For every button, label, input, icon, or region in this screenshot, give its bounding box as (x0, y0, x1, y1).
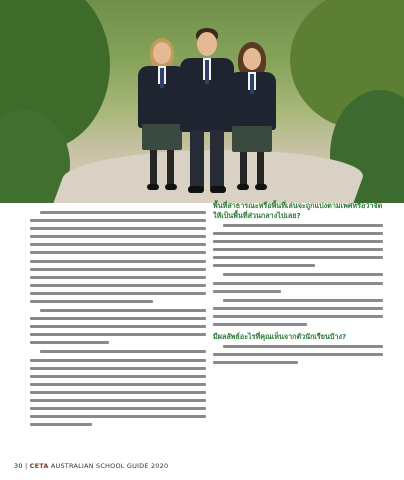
paragraph (213, 224, 383, 267)
text-line (213, 315, 383, 318)
text-line (213, 323, 307, 326)
text-line (213, 290, 281, 293)
text-line (30, 300, 153, 303)
text-line (213, 307, 383, 310)
text-line (30, 375, 206, 378)
text-line (30, 235, 206, 238)
left-text-column (30, 211, 206, 432)
text-line (213, 361, 298, 364)
text-line (213, 353, 383, 356)
student-right (222, 42, 282, 198)
text-line (40, 309, 206, 312)
text-line (213, 256, 383, 259)
paragraph (213, 345, 383, 364)
text-line (30, 260, 206, 263)
text-line (30, 399, 206, 402)
text-line (213, 264, 315, 267)
text-line (30, 276, 206, 279)
text-line (213, 248, 383, 251)
text-line (30, 383, 206, 386)
text-line (213, 232, 383, 235)
text-line (30, 243, 206, 246)
footer-brand: CETA (29, 462, 49, 470)
text-line (30, 407, 206, 410)
text-line (30, 251, 206, 254)
text-line (30, 341, 109, 344)
text-line (30, 415, 206, 418)
page-number: 30 (14, 462, 23, 470)
text-line (30, 284, 206, 287)
section-heading-student-outcomes: มีผลลัพธ์อะไรที่คุณเห็นจากตัวนักเรียนบ้าง? (213, 331, 347, 341)
footer-separator: | (24, 462, 30, 470)
text-line (30, 391, 206, 394)
paragraph (213, 273, 383, 292)
text-line (30, 219, 206, 222)
text-line (40, 211, 206, 214)
footer-title: AUSTRALIAN SCHOOL GUIDE 2020 (50, 462, 169, 470)
paragraph (30, 350, 206, 426)
text-line (30, 333, 206, 336)
right-text-column (213, 201, 383, 370)
text-line (223, 345, 383, 348)
text-line (30, 227, 206, 230)
text-line (30, 367, 206, 370)
text-line (30, 423, 92, 426)
text-line (223, 273, 383, 276)
paragraph (30, 309, 206, 344)
text-line (30, 292, 206, 295)
section-1-body (213, 224, 383, 326)
text-line (223, 224, 383, 227)
section-2-body (213, 345, 383, 364)
text-line (213, 282, 383, 285)
text-line (40, 350, 206, 353)
text-line (30, 359, 206, 362)
text-line (223, 299, 383, 302)
text-line (30, 317, 206, 320)
paragraph (30, 211, 206, 303)
section-heading-shared-spaces: พื้นที่สาธารณะหรือพื้นที่เล่นจะถูกแบ่งตามเพศหรือว่าจัดให้เป็นพื้นที่ส่วนกลางไปเลย? (213, 201, 383, 220)
hero-photo (0, 0, 404, 203)
page-footer (14, 462, 168, 470)
text-line (30, 268, 206, 271)
paragraph (213, 299, 383, 326)
text-line (213, 240, 383, 243)
text-line (30, 325, 206, 328)
